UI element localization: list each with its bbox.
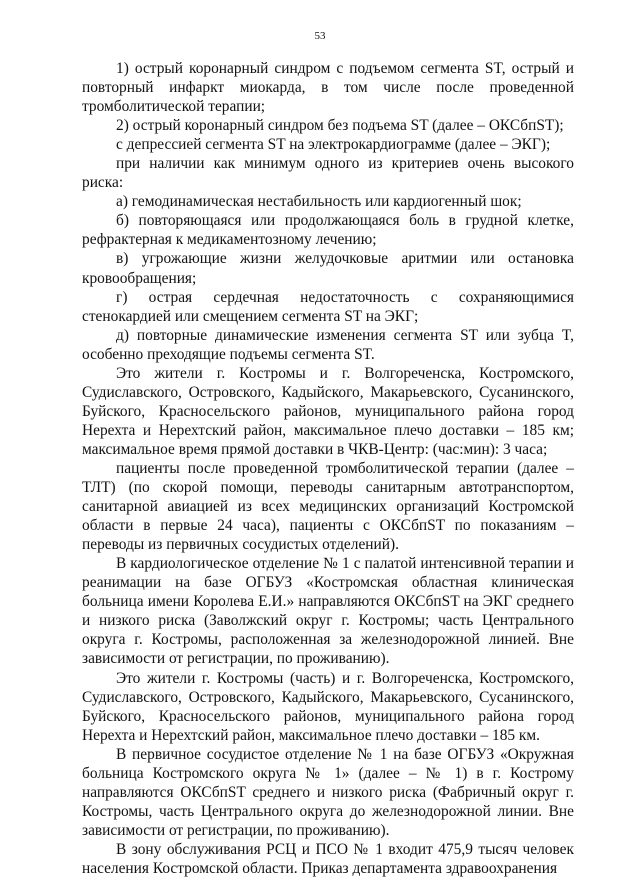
paragraph-criterion-c: в) угрожающие жизни желудочковые аритмии или остановка кровообращения; — [82, 250, 574, 287]
paragraph-post-thrombolysis: пациенты после проведенной тромболитической терапии (далее – ТЛТ) (по скорой помощи, переводы санитарным автотранспортом, санитарной авиацией из всех медицинских организаций Костромской области в первые 24 часа), пациенты с ОКСбпST по показаниям – переводы из первичных сосудистых отделений). — [82, 459, 574, 554]
paragraph-high-risk-criteria: при наличии как минимум одного из критериев очень высокого риска: — [82, 155, 574, 192]
document-body — [82, 59, 574, 878]
paragraph-acs-without-st: 2) острый коронарный синдром без подъема ST (далее – ОКСбпST); — [116, 117, 564, 135]
paragraph-criterion-a: а) гемодинамическая нестабильность или кардиогенный шок; — [116, 193, 522, 211]
paragraph-cardiology-department: В кардиологическое отделение № 1 с палатой интенсивной терапии и реанимации на базе ОГБУЗ «Костромская областная клиническая больница имени Королева Е.И.» направляются ОКСбпST на ЭКГ среднего и низкого риска (Заволжский округ г. Костромы; часть Центрального округа г. Костромы, расположенная за железнодорожной линией. Вне зависимости от регистрации, по проживанию). — [82, 555, 574, 668]
paragraph-criterion-d: г) острая сердечная недостаточность с сохраняющимися стенокардией или смещением сегмента ST на ЭКГ; — [82, 288, 574, 325]
page-number: 53 — [314, 30, 326, 42]
paragraph-residents-cardiology: Это жители г. Костромы (часть) и г. Волгореченска, Костромского, Судиславского, Островского, Кадыйского, Макарьевского, Сусанинского, Буйского, Красносельского районов, муниципального района город Нерехта и Нерехтский район, максимальное плечо доставки – 185 км. — [82, 669, 574, 744]
paragraph-primary-vascular-department: В первичное сосудистое отделение № 1 на базе ОГБУЗ «Окружная больница Костромского округа № 1» (далее – № 1) в г. Кострому направляются ОКСбпST среднего и низкого риска (Фабричный округ г. Костромы, часть Центрального округа до железнодорожной линии. Вне зависимости от регистрации, по проживанию). — [82, 745, 574, 839]
paragraph-criterion-b: б) повторяющаяся или продолжающаяся боль в грудной клетке, рефрактерная к медикаментозному лечению; — [82, 212, 574, 249]
paragraph-acs-st-elevation: 1) острый коронарный синдром с подъемом сегмента ST, острый и повторный инфаркт миокарда, в том числе после проведенной тромболитической терапии; — [82, 60, 574, 116]
paragraph-residents-pci-center: Это жители г. Костромы и г. Волгореченска, Костромского, Судиславского, Островского, Кадыйского, Макарьевского, Сусанинского, Буйского, Красносельского районов, муниципального района город Нерехта и Нерехтский район, максимальное плечо доставки – 185 км; максимальное время прямой доставки в ЧКВ-Центр: (час:мин): 3 часа; — [82, 364, 574, 458]
paragraph-service-area: В зону обслуживания РСЦ и ПСО № 1 входит 475,9 тысяч человек населения Костромской области. Приказ департамента здравоохранения — [82, 840, 574, 877]
paragraph-st-depression: с депрессией сегмента ST на электрокардиограмме (далее – ЭКГ); — [116, 136, 551, 154]
paragraph-criterion-e: д) повторные динамические изменения сегмента ST или зубца T, особенно преходящие подъемы сегмента ST. — [82, 326, 574, 363]
